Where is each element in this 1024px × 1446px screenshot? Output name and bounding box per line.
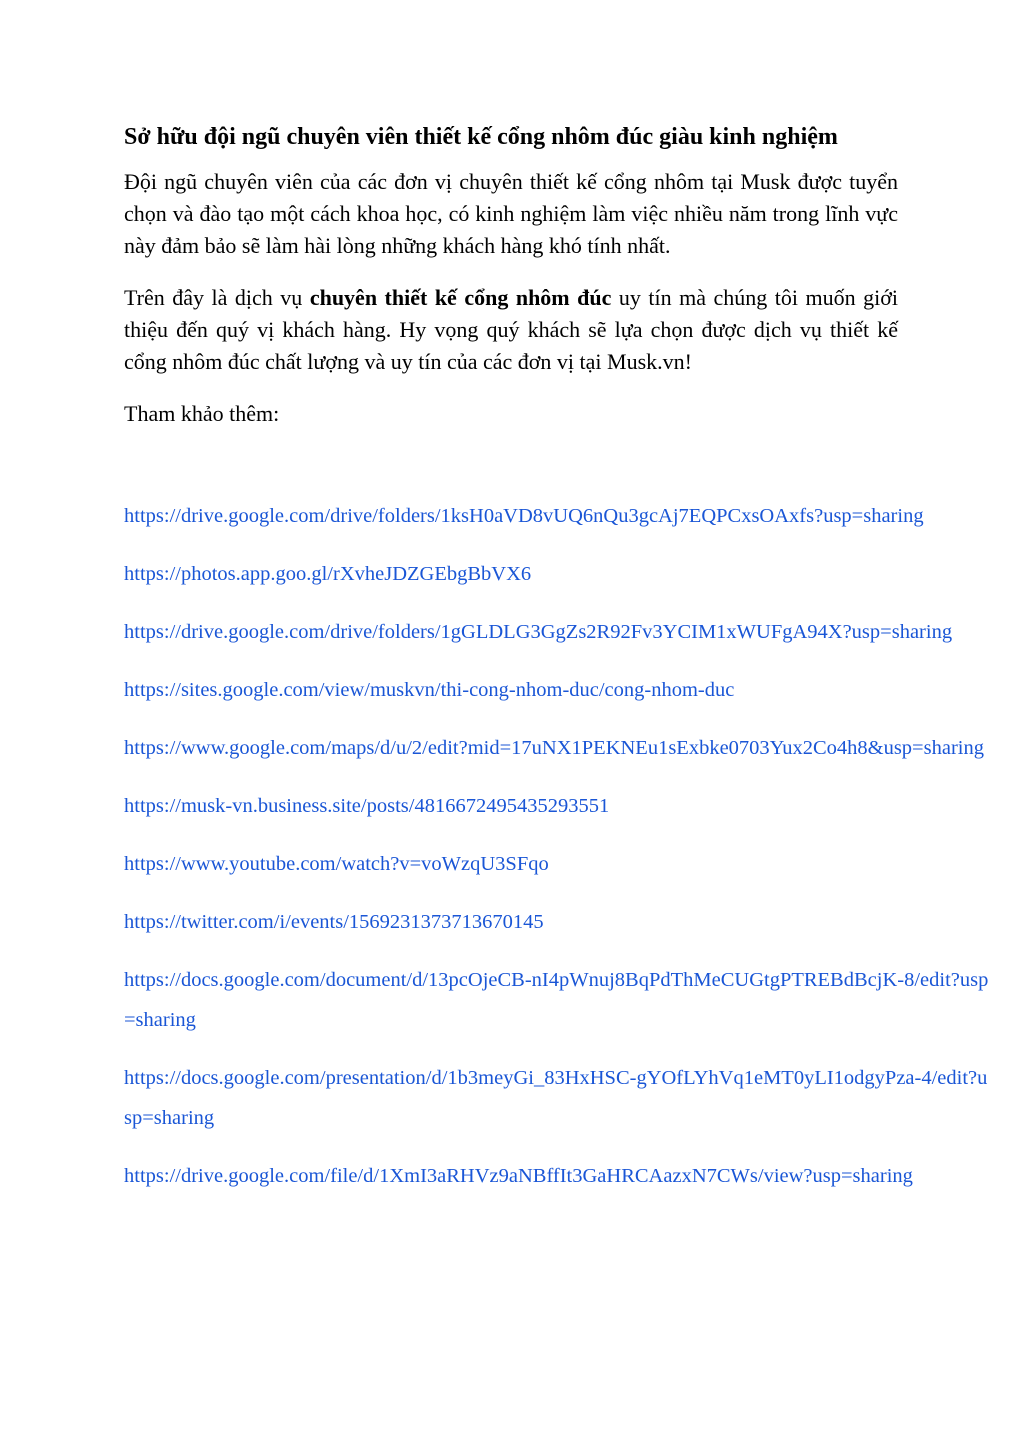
reference-link-business-site[interactable]: https://musk-vn.business.site/posts/4816672495435293551 [124,795,610,817]
reference-link-google-docs[interactable]: https://docs.google.com/document/d/13pcOjeCB-nI4pWnuj8BqPdThMeCUGtgPTREBdBcjK-8/edit?usp=sharing [124,969,989,1031]
reference-label: Tham khảo thêm: [124,401,280,426]
reference-links [124,496,989,1214]
document-body [124,118,898,448]
paragraph-summary [124,282,898,378]
reference-link-drive-folder-1[interactable]: https://drive.google.com/drive/folders/1ksH0aVD8vUQ6nQu3gcAj7EQPCxsOAxfs?usp=sharing [124,505,924,527]
reference-link-google-maps[interactable]: https://www.google.com/maps/d/u/2/edit?mid=17uNX1PEKNEu1sExbke0703Yux2Co4h8&usp=sharing [124,737,984,759]
reference-link-google-photos[interactable]: https://photos.app.goo.gl/rXvheJDZGEbgBbVX6 [124,563,532,585]
reference-link-drive-folder-2[interactable]: https://drive.google.com/drive/folders/1gGLDLG3GgZs2R92Fv3YCIM1xWUFgA94X?usp=sharing [124,621,953,643]
reference-link-drive-file[interactable]: https://drive.google.com/file/d/1XmI3aRHVz9aNBffIt3GaHRCAazxN7CWs/view?usp=sharing [124,1165,913,1187]
reference-link-twitter[interactable]: https://twitter.com/i/events/1569231373713670145 [124,911,544,933]
summary-text-before: Trên đây là dịch vụ [124,285,310,310]
reference-link-google-slides[interactable]: https://docs.google.com/presentation/d/1b3meyGi_83HxHSC-gYOfLYhVq1eMT0yLI1odgyPza-4/edit?usp=sharing [124,1067,988,1129]
reference-link-google-sites[interactable]: https://sites.google.com/view/muskvn/thi-cong-nhom-duc/cong-nhom-duc [124,679,735,701]
summary-bold-keyword: chuyên thiết kế cổng nhôm đúc [309,285,612,310]
reference-link-youtube[interactable]: https://www.youtube.com/watch?v=voWzqU3SFqo [124,853,549,875]
summary-text-after: uy tín mà chúng tôi muốn giới thiệu đến quý vị khách hàng. Hy vọng quý khách sẽ lựa chọn được dịch vụ thiết kế cổng nhôm đúc chất lượng và uy tín của các đơn vị tại Musk.vn! [124,285,898,374]
paragraph-team: Đội ngũ chuyên viên của các đơn vị chuyên thiết kế cổng nhôm tại Musk được tuyển chọn và đào tạo một cách khoa học, có kinh nghiệm làm việc nhiều năm trong lĩnh vực này đảm bảo sẽ làm hài lòng những khách hàng khó tính nhất. [124,169,898,258]
section-heading: Sở hữu đội ngũ chuyên viên thiết kế cổng nhôm đúc giàu kinh nghiệm [124,124,838,150]
